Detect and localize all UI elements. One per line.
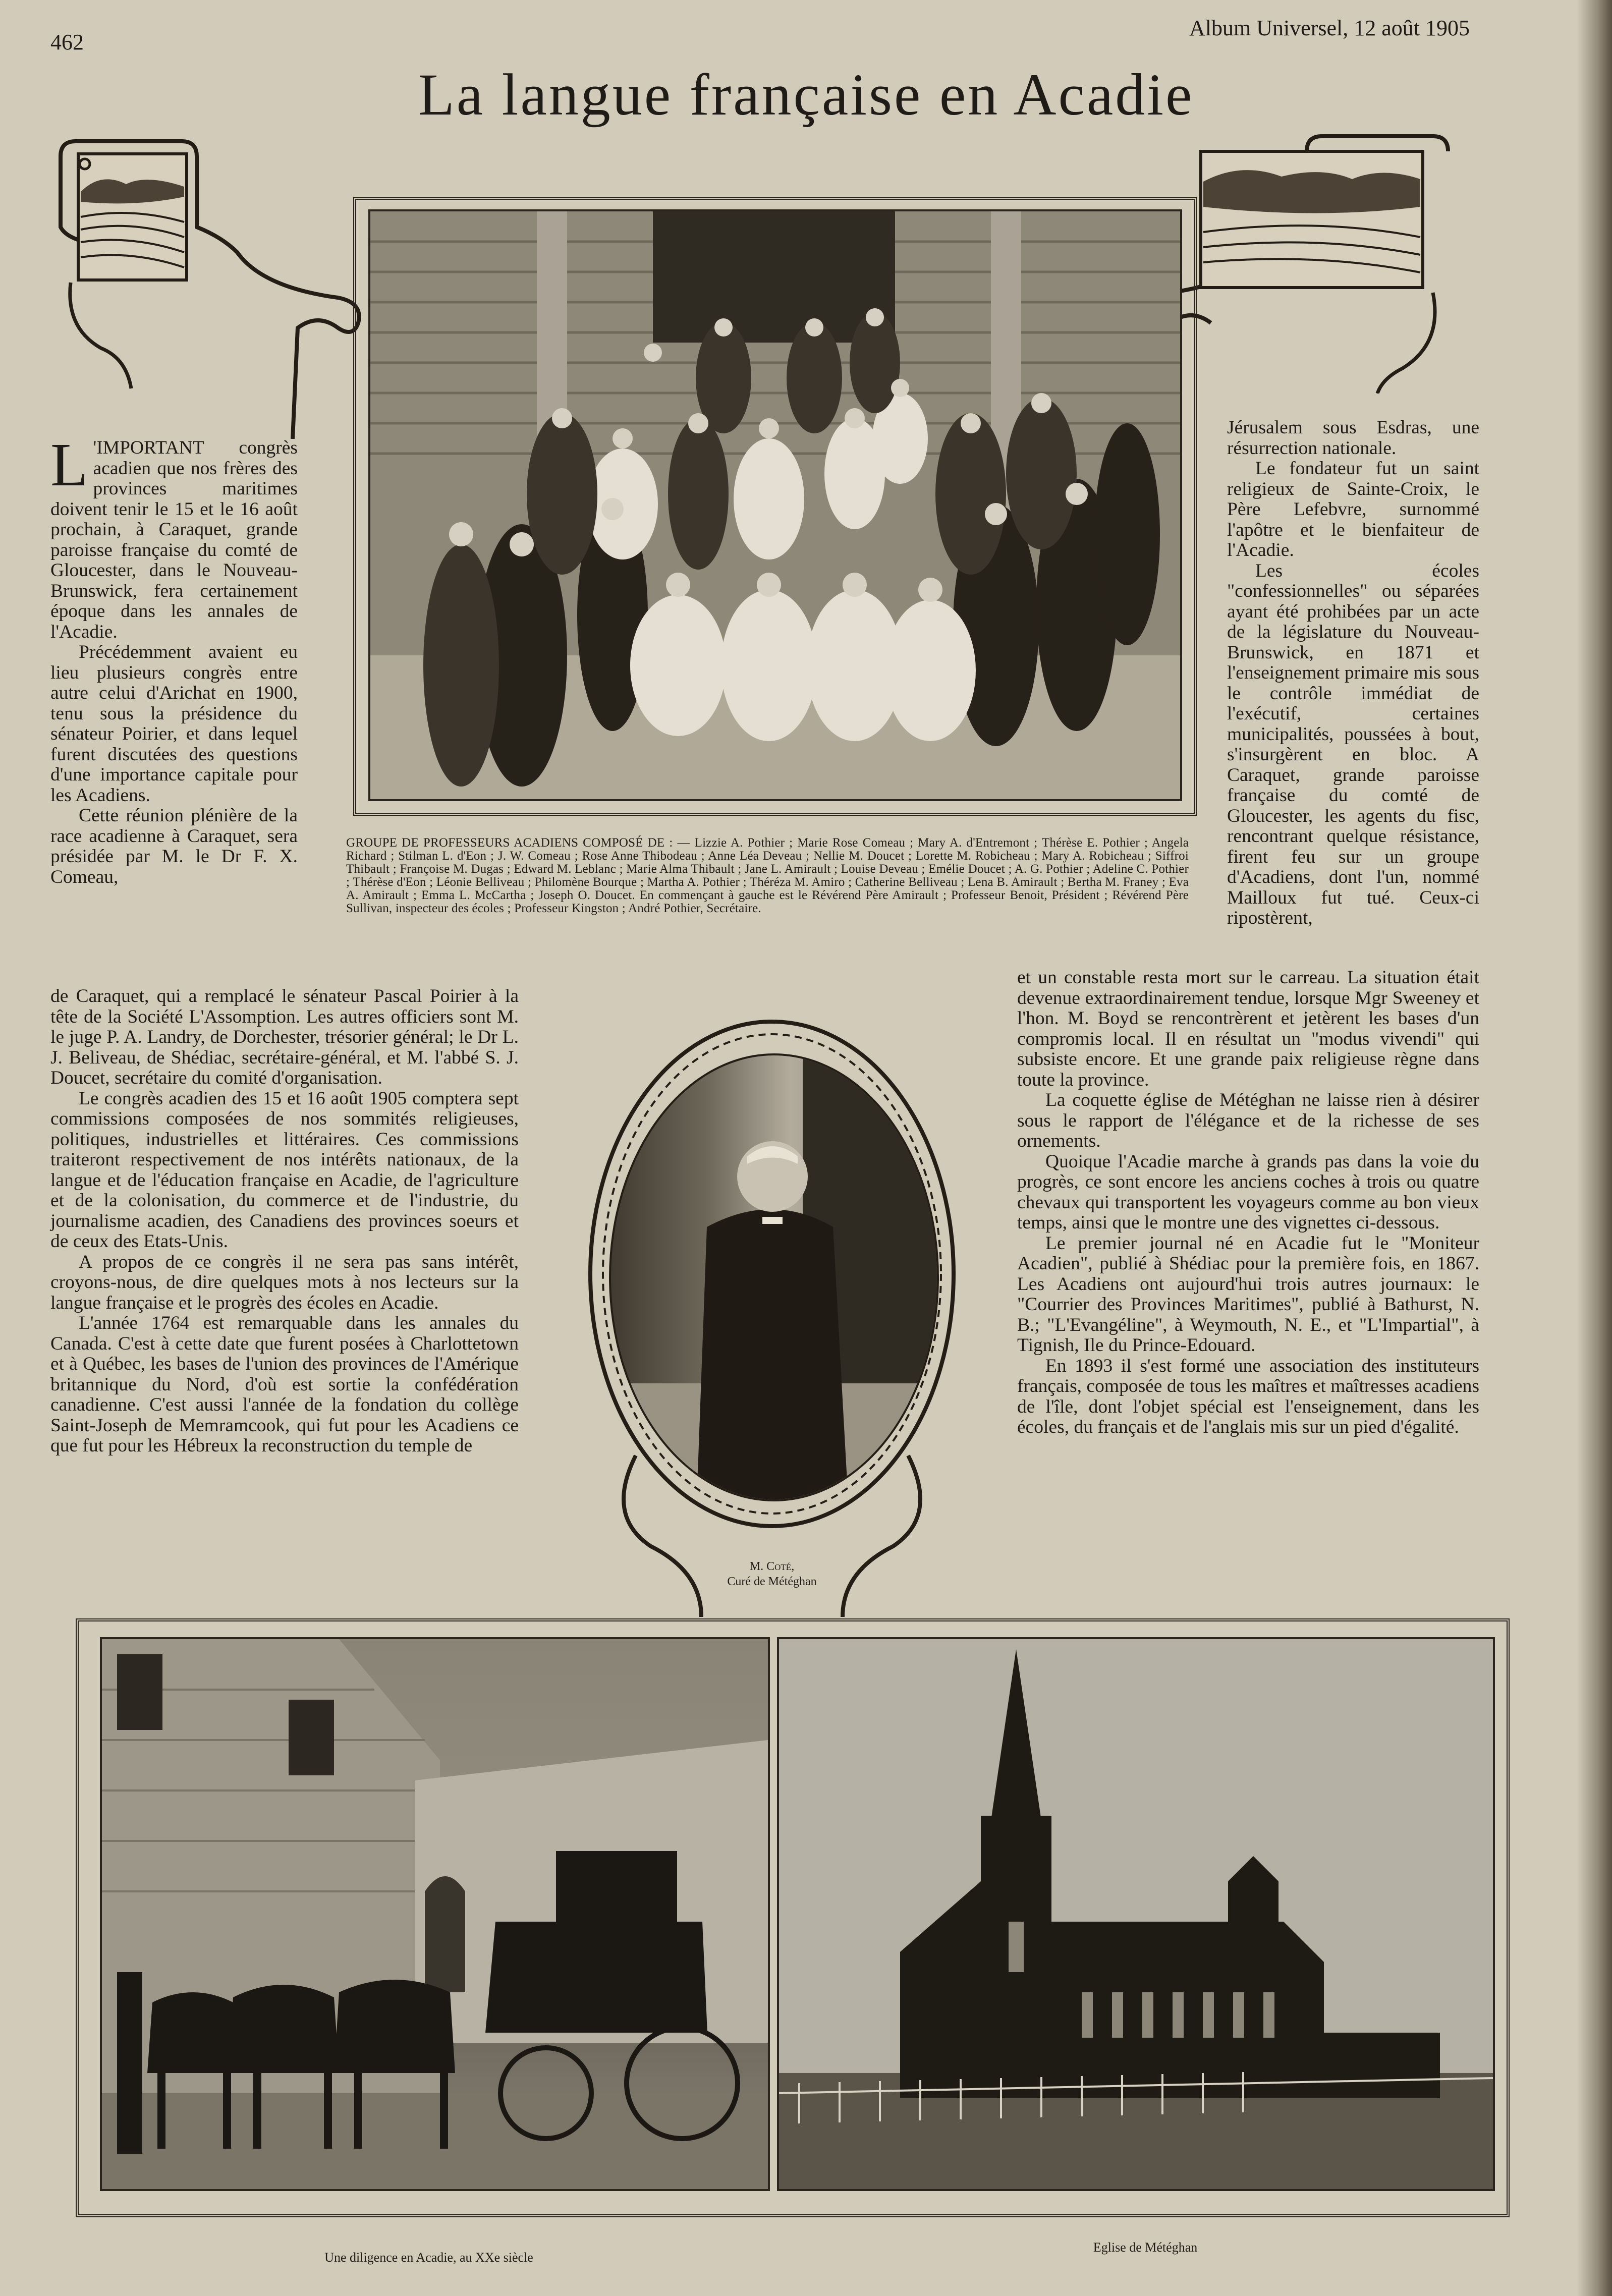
article-paragraph: de Caraquet, qui a remplacé le sénateur Pascal Poirier à la tête de la Société L'Assomption. Les autres officiers sont M. le juge P. A. Landry, de Dorchester, trésorier général; le Dr L. J. Beliveau, de Shédiac, secrétaire-général, et M. l'abbé S. J. Doucet, secrétaire du comité d'organisation. xyxy=(50,986,519,1088)
stagecoach-photo xyxy=(100,1637,770,2191)
stagecoach-scene xyxy=(102,1639,768,2189)
article-paragraph: Le premier journal né en Acadie fut le "Moniteur Acadien", publié à Shédiac pour la première fois, en 1867. Les Acadiens ont aujourd'hui trois autres journaux: le "Courrier des Provinces Maritimes", publié à Bathurst, N. B.; "L'Evangéline", à Weymouth, N. E., et "L'Impartial", à Tignish, Ile du Prince-Edouard. xyxy=(1017,1233,1479,1356)
article-column-left-wide xyxy=(50,986,519,1457)
article-paragraph: Le congrès acadien des 15 et 16 août 1905 comptera sept commissions composées de nos sommités religieuses, politiques, industrielles et littéraires. Ces commissions traiteront respectivement de nos intérêts nationaux, de la langue et de l'éducation française en Acadie, de l'agriculture et de la colonisation, du commerce et de l'industrie, du journalisme acadien, des Canadiens des provinces soeurs et de ceux des Etats-Unis. xyxy=(50,1088,519,1252)
article-paragraph: et un constable resta mort sur le carreau. La situation était devenue extraordinairement tendue, lorsque Mgr Sweeney et l'hon. M. Boyd se rencontrèrent et jetèrent les bases d'un compromis local. Il en résultat un "modus vivendi" qui subsiste encore. Et une grande paix religieuse règne dans toute la province. xyxy=(1017,967,1479,1090)
issue-header: Album Universel, 12 août 1905 xyxy=(1189,16,1470,40)
stagecoach-caption: Une diligence en Acadie, au XXe siècle xyxy=(324,2250,533,2265)
article-column-right-narrow xyxy=(1227,418,1479,929)
article-paragraph: A propos de ce congrès il ne sera pas sans intérêt, croyons-nous, de dire quelques mots à nos lecteurs sur la langue française et le progrès des écoles en Acadie. xyxy=(50,1251,519,1313)
article-paragraph: 'IMPORTANT congrès acadien que nos frères des provinces maritimes doivent tenir le 15 et le 16 août prochain, à Caraquet, grande paroisse française du comté de Gloucester, dans le Nouveau-Brunswick, fera certainement époque dans les annales de l'Acadie. xyxy=(50,437,298,642)
article-paragraph: Les écoles "confessionnelles" ou séparées ayant été prohibées par un acte de la législature du Nouveau-Brunswick, en 1871 et l'enseignement primaire mis sous le contrôle immédiat de l'exécutif, certaines municipalités, poussées à bout, s'insurgèrent en bloc. A Caraquet, grande paroisse française du comté de Gloucester, les agents du fisc, rencontrant quelque résistance, firent feu sur un groupe d'Acadiens, dont l'un, nommé Mailloux fut tué. Ceux-ci ripostèrent, xyxy=(1227,560,1479,928)
left-landscape-ornament xyxy=(55,136,368,439)
group-photo xyxy=(368,209,1182,801)
cure-portrait-photo xyxy=(609,1053,939,1501)
group-photo-caption: GROUPE DE PROFESSEURS ACADIENS COMPOSÉ DE : — Lizzie A. Pothier ; Marie Rose Comeau ; Mary A. d'Entremont ; Thérèse E. Pothier ; Angela Richard ; Stilman L. d'Eon ; J. W. Comeau ; Rose Anne Thibodeau ; Anne Léa Deveau ; Nellie M. Doucet ; Lorette M. Robicheau ; Mary A. Robicheau ; Siffroi Thibault ; Françoise M. Dugas ; Edward M. Leblanc ; Marie Alma Thibault ; Jane L. Amirault ; Louise Deveau ; Emélie Doucet ; A. G. Pothier ; Adeline C. Pothier ; Thérèse d'Eon ; Léonie Belliveau ; Philomène Bourque ; Martha A. Pothier ; Théréza M. Amiro ; Catherine Belliveau ; Lena B. Amirault ; Bertha M. Franey ; Eva A. Amirault ; Emma L. McCartha ; Joseph O. Doucet. En commençant à gauche est le Révérend Père Amirault ; Professeur Benoit, Président ; Révérend Père Sullivan, inspecteur des écoles ; Professeur Kingston ; André Pothier, Secrétaire. xyxy=(346,836,1189,915)
portrait-caption-name: M. Coté, xyxy=(749,1560,795,1573)
portrait-caption-role: Curé de Météghan xyxy=(727,1575,817,1588)
article-column-right-wide xyxy=(1017,968,1479,1438)
article-paragraph: Précédemment avaient eu lieu plusieurs congrès entre autre celui d'Arichat en 1900, tenu sous la présidence du sénateur Poirier, et dans lequel furent discutées des questions d'une importance capitale pour les Acadiens. xyxy=(50,642,298,806)
binding-shadow xyxy=(1577,0,1612,2296)
article-paragraph: L'année 1764 est remarquable dans les annales du Canada. C'est à cette date que furent posées à Charlottetown et à Québec, les bases de l'union des provinces de l'Amérique britannique du Nord, d'où est sortie la confédération canadienne. C'est aussi l'année de la fondation du collège Saint-Joseph de Memramcook, qui fut pour les Acadiens ce que fut pour les Hébreux la reconstruction du temple de xyxy=(50,1313,519,1456)
article-paragraph: La coquette église de Météghan ne laisse rien à désirer sous le rapport de l'élégance et de la richesse de ses ornements. xyxy=(1017,1090,1479,1151)
article-paragraph: Cette réunion plénière de la race acadienne à Caraquet, sera présidée par M. le Dr F. X. Comeau, xyxy=(50,805,298,887)
page-number: 462 xyxy=(50,30,84,54)
article-paragraph: Le fondateur fut un saint religieux de Sainte-Croix, le Père Lefebvre, surnommé l'apôtre et le bienfaiteur de l'Acadie. xyxy=(1227,458,1479,561)
church-scene xyxy=(779,1639,1493,2189)
portrait-scene xyxy=(611,1055,937,1499)
drop-cap: L xyxy=(50,431,88,499)
article-paragraph: Quoique l'Acadie marche à grands pas dans la voie du progrès, ce sont encore les anciens coches à trois ou quatre chevaux qui transportent les voyageurs comme au bon vieux temps, ainsi que le montre une des vignettes ci-dessous. xyxy=(1017,1151,1479,1233)
portrait-caption xyxy=(671,1559,873,1589)
meteghan-church-photo xyxy=(777,1637,1495,2191)
article-paragraph: En 1893 il s'est formé une association des instituteurs français, composée de tous les maîtres et maîtresses acadiens de l'île, dont l'objet spécial est l'enseignement, dans les écoles, du français et de l'anglais mis sur un pied d'égalité. xyxy=(1017,1355,1479,1437)
group-photo-scene xyxy=(370,211,1180,799)
article-title: La langue française en Acadie xyxy=(418,62,1194,128)
church-caption: Eglise de Météghan xyxy=(1093,2240,1198,2255)
article-paragraph: Jérusalem sous Esdras, une résurrection nationale. xyxy=(1227,417,1479,459)
article-column-left-narrow xyxy=(50,431,298,887)
